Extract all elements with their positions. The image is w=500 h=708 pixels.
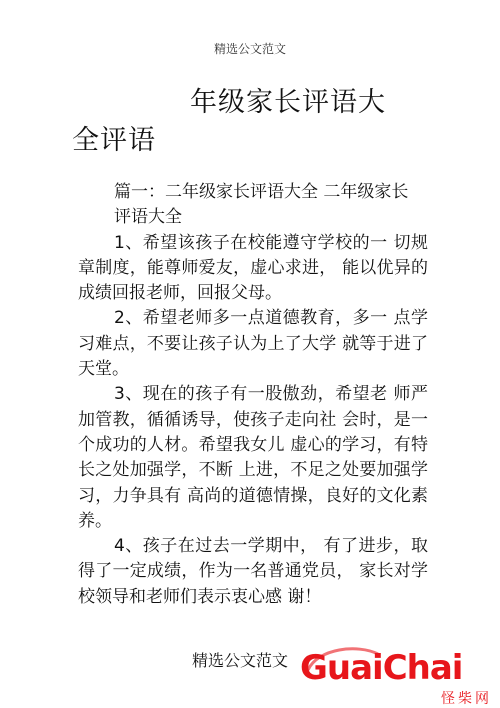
page-header: 精选公文范文 [213, 42, 286, 56]
paragraph-4: 4、孩子在过去一学期中， 有了进步，取得了一定成绩，作为一名普通党员， 家长对学校领导和老师们表示衷心感 谢！ [78, 536, 428, 607]
paragraph-1: 1、希望该孩子在校能遵守学校的一 切规章制度，能尊师爱友，虚心求进， 能以优异的成绩回报老师，回报父母。 [78, 232, 428, 304]
guaichai-watermark-logo [298, 640, 498, 706]
watermark-subtitle: 怪柴网 [441, 691, 492, 707]
paragraph-2: 2、希望老师多一点道德教育，多一 点学习难点，不要让孩子认为上了大学 就等于进了天堂。 [78, 308, 428, 380]
section-heading [78, 180, 428, 231]
watermark-brand: GuaiChai [300, 648, 463, 688]
document-body [78, 180, 428, 610]
document-title-line1: 年级家长评语大 [190, 87, 386, 118]
page-footer: 精选公文范文 [192, 651, 289, 670]
section-heading-line1: 篇一：二年级家长评语大全 二年级家长 [114, 182, 409, 202]
document-title-line2: 全评语 [72, 125, 156, 156]
paragraph-3: 3、现在的孩子有一股傲劲，希望老 师严加管教，循循诱导，使孩子走向社 会时，是一个成功的人材。希望我女儿 虚心的学习，有特长之处加强学，不断 上进，不足之处要加强学习，力争具有 高尚的道德情操，良好的文化素养。 [78, 384, 428, 531]
section-heading-line2: 评语大全 [114, 207, 182, 228]
